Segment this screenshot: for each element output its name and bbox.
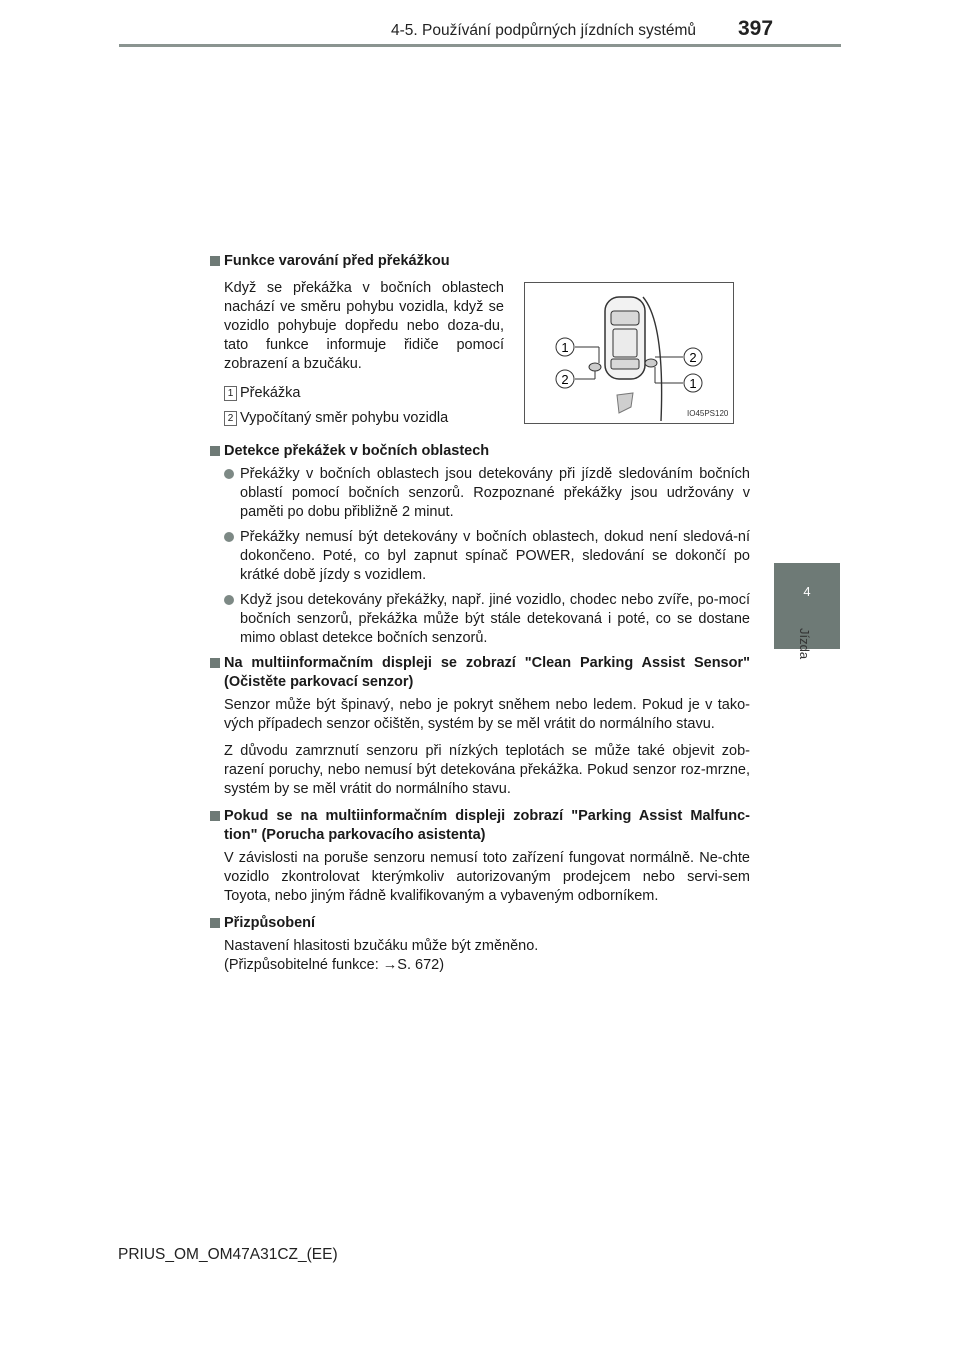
square-bullet-icon (210, 256, 220, 266)
chapter-title: 4-5. Používání podpůrných jízdních systémů (391, 22, 696, 39)
chapter-number: 4 (803, 584, 811, 599)
chapter-side-label (796, 628, 818, 668)
section4-paragraph: V závislosti na poruše senzoru nemusí toto zařízení fungovat normálně. Ne-chte vozidlo zkontrolovat kterýmkoliv autorizovaným prodejcem nebo servi-sem Toyota, nebo jiným řádně kvalifikovaným a vybaveným odborníkem. (224, 850, 750, 904)
header-divider (119, 44, 841, 47)
heading-text: Funkce varování před překážkou (224, 253, 450, 269)
callout-number: 2 (561, 372, 569, 387)
section-heading-customization (210, 914, 750, 933)
list-item (210, 528, 750, 585)
heading-text: Pokud se na multiinformačním displeji zobrazí "Parking Assist Malfunc-tion" (Porucha parkovacího asistenta) (224, 808, 750, 843)
callout-number: 1 (689, 376, 697, 391)
section1-paragraph: Když se překážka v bočních oblastech nachází ve směru pohybu vozidla, když se vozidlo pohybuje dopředu nebo doza-du, tato funkce informuje řidiče pomocí zobrazení a bzučáku. (224, 280, 504, 372)
chapter-label-text: Jízda (797, 628, 812, 660)
round-bullet-icon (224, 469, 234, 479)
list-item-text: Překážky v bočních oblastech jsou detekovány při jízdě sledováním bočních oblastí pomocí bočních senzorů. Rozpoznané překážky jsou udržovány v paměti po dobu přibližně 2 minut. (240, 466, 750, 520)
figure-code: IO45PS120 (687, 409, 729, 418)
list-item (210, 591, 750, 648)
callout-number-icon: 2 (224, 411, 237, 426)
page-number: 397 (738, 17, 774, 40)
document-code-footer: PRIUS_OM_OM47A31CZ_(EE) (118, 1246, 338, 1263)
section5-line-1: Nastavení hlasitosti bzučáku může být změněno. (224, 938, 539, 954)
parking-sensor-diagram (524, 282, 734, 424)
section3-paragraph-2: Z důvodu zamrznutí senzoru při nízkých teplotách se může také objevit zob-razení poruchy, nebo nemusí být detekována překážka. Pokud senzor roz-mrzne, systém by se měl vrátit do normálního stavu. (224, 743, 750, 797)
section5-line-2[interactable]: (Přizpůsobitelné funkce: →S. 672) (224, 957, 445, 973)
square-bullet-icon (210, 918, 220, 928)
list-item-text: Překážky nemusí být detekovány v bočních oblastech, dokud není sledová-ní dokončeno. Poté, co byl zapnut spínač POWER, sledování se dokončí po krátké době jízdy s vozidlem. (240, 529, 750, 583)
square-bullet-icon (210, 658, 220, 668)
list-item-text: Když jsou detekovány překážky, např. jiné vozidlo, chodec nebo zvíře, po-mocí bočních senzorů, překážka může být stále detekovaná i poté, co se dostane mimo oblast detekce bočních senzorů. (240, 592, 750, 646)
section-heading-obstacle-warning (210, 252, 750, 271)
side-sensor-left-icon (589, 363, 601, 371)
section3-paragraph-1: Senzor může být špinavý, nebo je pokryt sněhem nebo ledem. Pokud je v tako-vých případech senzor očištěn, systém by se měl vrátit do normálního stavu. (224, 697, 750, 732)
callout-number-icon: 1 (224, 386, 237, 401)
car-top-view-illustration (525, 283, 733, 423)
side-sensor-right-icon (645, 359, 657, 367)
section-heading-clean-sensor (210, 654, 750, 692)
legend-label: Vypočítaný směr pohybu vozidla (240, 410, 449, 426)
list-item (210, 465, 750, 522)
windshield-icon (611, 311, 639, 325)
rear-window-icon (611, 359, 639, 369)
square-bullet-icon (210, 446, 220, 456)
heading-text: Na multiinformačním displeji se zobrazí "Clean Parking Assist Sensor" (Očistěte parkovací senzor) (224, 655, 750, 690)
page-header (0, 0, 960, 60)
callout-number: 1 (561, 340, 569, 355)
heading-text: Přizpůsobení (224, 915, 316, 931)
section-heading-side-detection (210, 442, 750, 461)
round-bullet-icon (224, 595, 234, 605)
heading-text: Detekce překážek v bočních oblastech (224, 443, 490, 459)
legend-label: Překážka (240, 385, 301, 401)
obstacle-shape-icon (617, 393, 633, 413)
square-bullet-icon (210, 811, 220, 821)
round-bullet-icon (224, 532, 234, 542)
roof-icon (613, 329, 637, 357)
callout-number: 2 (689, 350, 697, 365)
section-heading-malfunction (210, 807, 750, 845)
